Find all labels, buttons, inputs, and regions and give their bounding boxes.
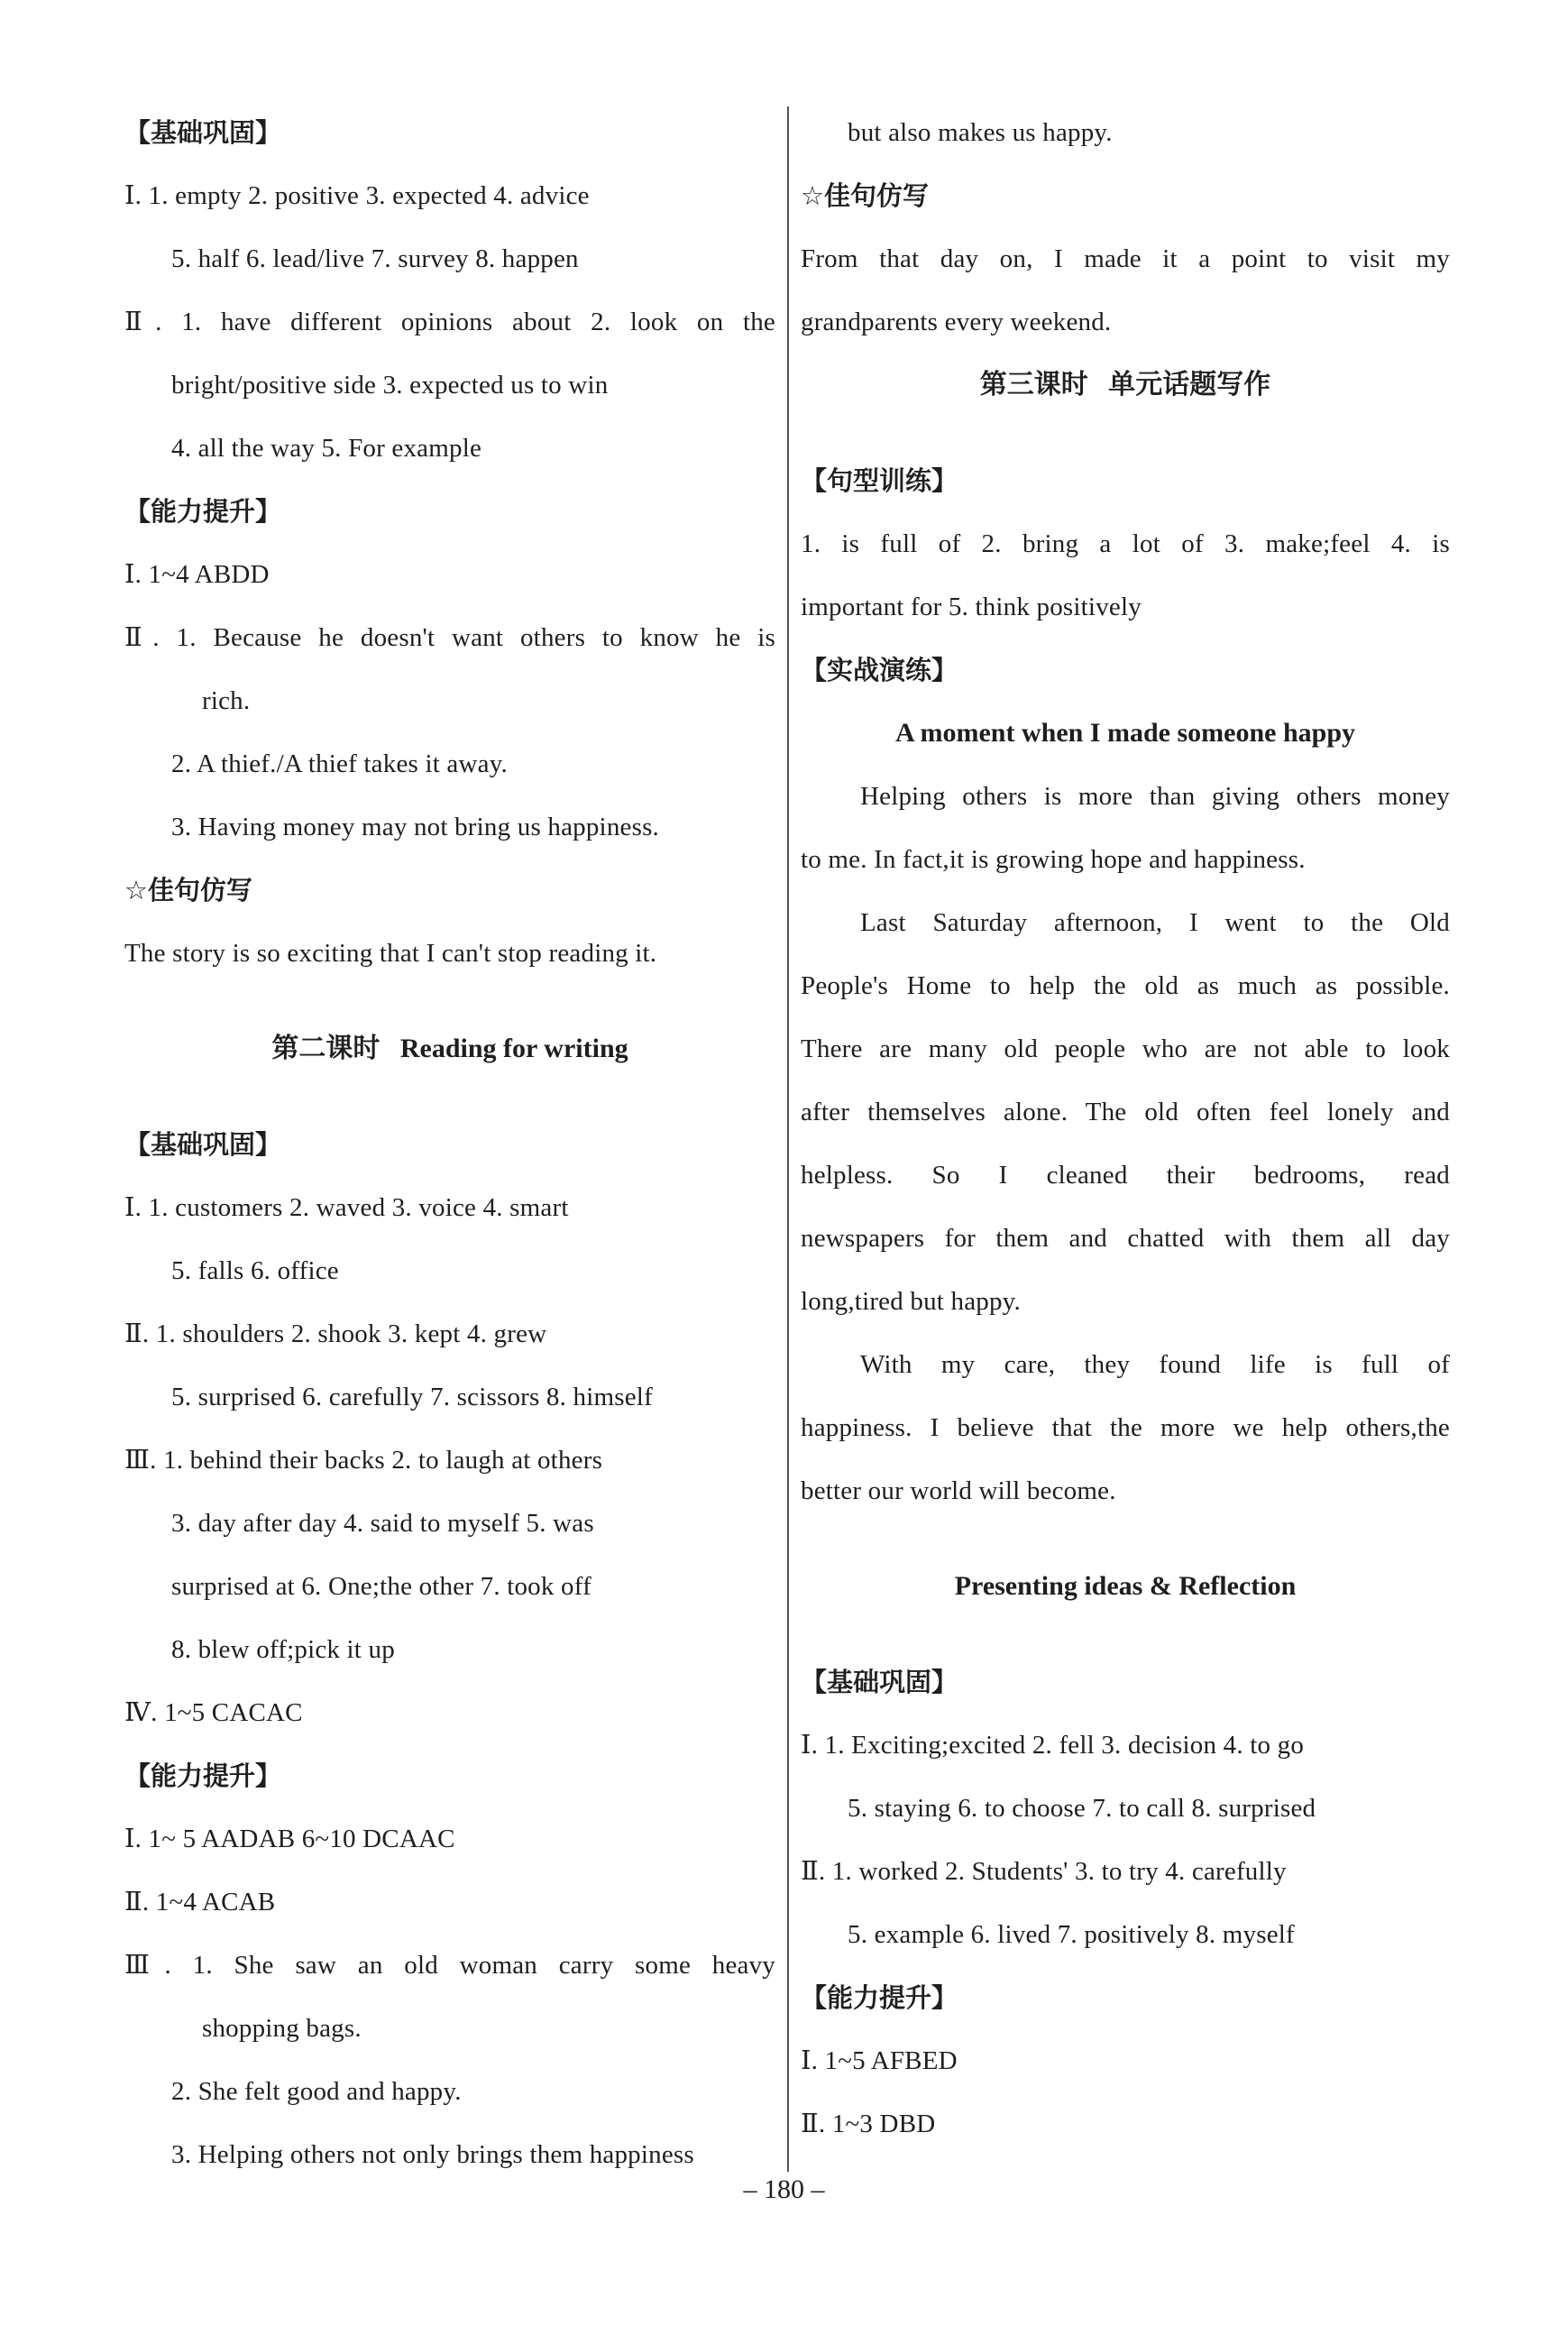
answer-line: Ⅰ. 1~4 ABDD (124, 560, 270, 589)
right-column (801, 101, 1450, 2156)
lesson-title-topic: 单元话题写作 (1108, 369, 1271, 400)
lesson-title-cn: 第三课时 (979, 369, 1088, 400)
answer-line: The story is so exciting that I can't stop reading it. (124, 939, 657, 968)
answer-line: 3. day after day 4. said to myself 5. was (171, 1509, 594, 1538)
lesson-title (124, 1017, 775, 1080)
answer-line: 5. half 6. lead/live 7. survey 8. happen (171, 244, 579, 273)
answer-line: Ⅱ. 1. worked 2. Students' 3. to try 4. carefully (801, 1857, 1287, 1886)
column-divider (787, 106, 789, 2172)
section-heading-basic: 【基础巩固】 (124, 117, 282, 148)
essay-line: helpless. So I cleaned their bedrooms, read (801, 1161, 1450, 1190)
essay-line: happiness. I believe that the more we help others,the (801, 1413, 1450, 1442)
section-heading-sentence-drill: 【句型训练】 (801, 465, 958, 496)
answer-line: bright/positive side 3. expected us to win (171, 371, 609, 400)
essay-line: long,tired but happy. (801, 1287, 1021, 1316)
answer-line: 5. surprised 6. carefully 7. scissors 8. himself (171, 1383, 653, 1411)
answer-line: Ⅱ. 1. shoulders 2. shook 3. kept 4. grew (124, 1319, 547, 1348)
answer-line: 4. all the way 5. For example (171, 434, 482, 463)
answer-line: surprised at 6. One;the other 7. took off (171, 1572, 591, 1601)
essay-line: People's Home to help the old as much as possible. (801, 971, 1450, 1000)
section-heading-advanced: 【能力提升】 (124, 1760, 282, 1791)
answer-line: grandparents every weekend. (801, 308, 1112, 336)
answer-line: Ⅲ. 1. She saw an old woman carry some heavy (124, 1951, 775, 1980)
essay-line: after themselves alone. The old often feel lonely and (801, 1098, 1450, 1126)
lesson-title (801, 354, 1450, 417)
section-heading-advanced: 【能力提升】 (124, 496, 282, 527)
essay-line: better our world will become. (801, 1476, 1116, 1505)
answer-line: Ⅱ. 1~3 DBD (801, 2110, 936, 2138)
section-heading-basic: 【基础巩固】 (801, 1667, 958, 1697)
answer-line: 5. example 6. lived 7. positively 8. myself (848, 1920, 1295, 1949)
answer-line: Ⅱ. 1. Because he doesn't want others to know he is (124, 623, 775, 652)
section-heading-sentence-imitation: ☆佳句仿写 (801, 180, 929, 211)
answer-line: shopping bags. (202, 2014, 362, 2043)
answer-line: Ⅰ. 1~ 5 AADAB 6~10 DCAAC (124, 1825, 455, 1853)
lesson-title-cn: 第二课时 (271, 1033, 381, 1064)
answer-line: Ⅲ. 1. behind their backs 2. to laugh at others (124, 1446, 603, 1475)
answer-line: Ⅱ. 1. have different opinions about 2. look on the (124, 308, 775, 336)
answer-line: 3. Having money may not bring us happiness. (171, 813, 660, 841)
essay-line: newspapers for them and chatted with them all day (801, 1224, 1450, 1253)
answer-line: From that day on, I made it a point to visit my (801, 244, 1450, 273)
essay-line: Last Saturday afternoon, I went to the Old (860, 908, 1450, 937)
section-heading-practice: 【实战演练】 (801, 655, 958, 685)
essay-line: Helping others is more than giving others money (860, 782, 1450, 811)
answer-line: Ⅰ. 1. empty 2. positive 3. expected 4. advice (124, 181, 590, 210)
section-heading-basic: 【基础巩固】 (124, 1129, 282, 1160)
section-heading-sentence-imitation: ☆佳句仿写 (124, 875, 252, 905)
answer-line: 5. falls 6. office (171, 1256, 339, 1285)
essay-line: to me. In fact,it is growing hope and happiness. (801, 845, 1306, 874)
essay-line: There are many old people who are not able to look (801, 1034, 1450, 1063)
essay-line: With my care, they found life is full of (860, 1350, 1450, 1379)
essay-title: A moment when I made someone happy (894, 718, 1356, 748)
page-number: – 180 – (743, 2174, 825, 2204)
answer-line: Ⅰ. 1. Exciting;excited 2. fell 3. decision 4. to go (801, 1731, 1305, 1760)
section-heading-advanced: 【能力提升】 (801, 1982, 958, 2013)
left-column (124, 101, 775, 2186)
answer-line: important for 5. think positively (801, 593, 1142, 621)
lesson-title-en: Reading for writing (399, 1034, 628, 1063)
answer-line: rich. (202, 686, 251, 715)
answer-line: 2. She felt good and happy. (171, 2077, 462, 2106)
answer-line: Ⅳ. 1~5 CACAC (124, 1698, 303, 1727)
answer-line: 8. blew off;pick it up (171, 1635, 395, 1664)
lesson-title: Presenting ideas & Reflection (954, 1571, 1297, 1601)
answer-line: 2. A thief./A thief takes it away. (171, 749, 508, 778)
answer-line: 5. staying 6. to choose 7. to call 8. surprised (848, 1794, 1316, 1823)
answer-line: Ⅰ. 1. customers 2. waved 3. voice 4. smart (124, 1193, 569, 1222)
answer-line: but also makes us happy. (848, 118, 1113, 147)
answer-line: Ⅱ. 1~4 ACAB (124, 1888, 276, 1917)
answer-line: 1. is full of 2. bring a lot of 3. make;feel 4. is (801, 529, 1450, 558)
answer-line: 3. Helping others not only brings them happiness (171, 2140, 694, 2169)
answer-line: Ⅰ. 1~5 AFBED (801, 2046, 958, 2075)
